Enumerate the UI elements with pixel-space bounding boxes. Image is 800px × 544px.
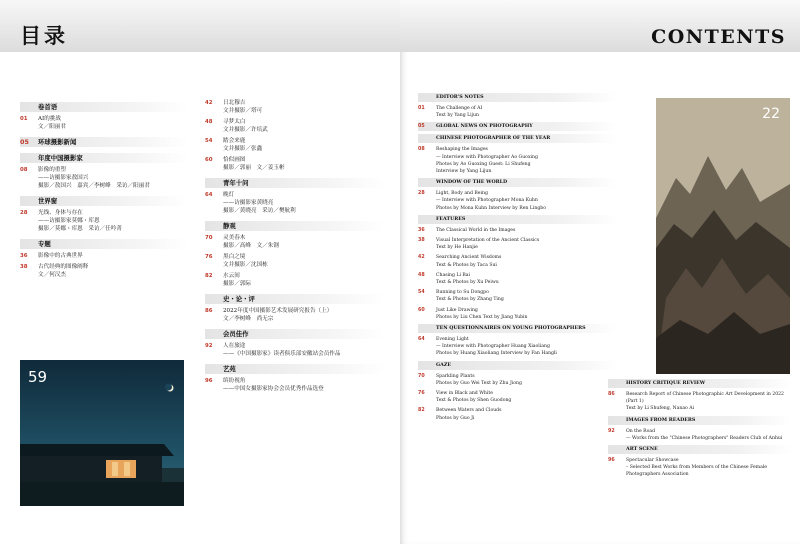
toc-entry[interactable]	[205, 377, 385, 393]
entry-page-number: 42	[418, 255, 425, 261]
section-title: GAZE	[436, 361, 451, 368]
entry-title: Sparkling Plants	[436, 373, 475, 379]
section-heading	[205, 221, 385, 231]
entry-credit: 文并摄影／许培武	[223, 127, 268, 133]
entry-credit: — Interview with Photographer Ao Guoxing	[436, 154, 538, 160]
entry-page-number: 82	[205, 273, 213, 279]
entry-title: 踏会来鹿	[223, 138, 246, 144]
entry-credit: Text by Yang Lijun	[436, 113, 479, 119]
toc-column-left-1	[20, 96, 188, 279]
toc-entry[interactable]	[20, 209, 188, 233]
toc-entry[interactable]	[418, 407, 618, 421]
toc-entry[interactable]	[20, 252, 188, 260]
entry-title: The Challenge of AI	[436, 106, 483, 111]
entry-credit: Photos by Ao Guoxing Guest: Li Shufeng	[436, 161, 531, 167]
section-title: ART SCENE	[626, 446, 658, 453]
entry-credit: 文并摄影／沈国栋	[223, 262, 268, 268]
entry-credit: ——访摄影家莫娜・库恩	[38, 218, 100, 224]
entry-page-number: 01	[20, 116, 28, 122]
night-house-illustration	[20, 360, 184, 506]
entry-title: AI的挑战	[38, 116, 62, 122]
toc-column-left-2	[205, 96, 385, 393]
entry-title: Evening Light	[436, 337, 469, 343]
entry-page-number: 82	[418, 408, 425, 414]
landscape-painting-image	[656, 98, 790, 374]
section-heading	[20, 239, 188, 249]
mountain-painting-illustration	[656, 98, 790, 374]
entry-title: 日北穆吉	[223, 100, 246, 106]
entry-page-number: 76	[205, 254, 213, 260]
entry-page-number: 92	[608, 428, 615, 434]
toc-entry[interactable]	[418, 272, 618, 286]
entry-title: Between Waters and Clouds	[436, 408, 502, 414]
entry-credit: Text & Photos by Xu Peiwu	[436, 280, 499, 286]
toc-entry[interactable]	[20, 166, 188, 190]
entry-title: 恰似画图	[223, 157, 246, 163]
toc-entry[interactable]	[608, 457, 792, 479]
entry-title: View in Black and White	[436, 391, 493, 397]
entry-credit: Photos by Guo Ji	[436, 415, 475, 421]
section-heading	[205, 178, 385, 188]
section-title: 专题	[38, 240, 51, 248]
entry-title: 寻梦太白	[223, 119, 246, 125]
section-heading	[608, 379, 792, 388]
entry-credit: Photos by Guo Wei Text by Zhu Jiong	[436, 380, 522, 386]
section-heading	[418, 93, 618, 102]
art-page-number: 22	[762, 106, 780, 122]
entry-title: Running to Su Dongpo	[436, 290, 489, 296]
toc-entry[interactable]	[205, 234, 385, 250]
toc-entry[interactable]	[20, 263, 188, 279]
toc-entry[interactable]	[418, 254, 618, 268]
section-heading	[608, 416, 792, 425]
section-title: 艺苑	[223, 365, 236, 373]
page-title-chinese: 目录	[20, 24, 68, 48]
toc-entry[interactable]	[205, 342, 385, 358]
entry-page-number: 60	[205, 157, 213, 163]
entry-credit: 摄影／敖国兴 嘉宾／李树峰 采访／阳丽君	[38, 183, 150, 189]
section-heading	[418, 134, 618, 143]
entry-credit: 摄影／高峰 文／朱钢	[223, 243, 279, 249]
entry-credit: Photos by Mona Kuhn Interview by Ren Lingbo	[436, 205, 546, 211]
entry-page-number: 96	[608, 458, 615, 464]
entry-title: 影像的重塑	[38, 167, 66, 173]
entry-credit: 文并摄影／张鑫	[223, 146, 263, 152]
section-title: 青年十问	[223, 179, 249, 187]
entry-credit: 文／李树峰 尚无宗	[223, 316, 274, 322]
entry-credit: Photographers Association	[626, 472, 689, 478]
entry-credit: 摄影／郭际	[223, 281, 251, 287]
entry-credit: 摄影／莫娜・库恩 采访／任吟菁	[38, 226, 122, 232]
toc-entry[interactable]	[418, 390, 618, 404]
entry-page-number: 28	[20, 210, 28, 216]
entry-page-number: 48	[205, 119, 213, 125]
section-heading	[20, 102, 188, 112]
section-title: 史・论・评	[223, 295, 255, 303]
entry-credit: (Part 1)	[626, 399, 644, 405]
entry-page-number: 36	[20, 253, 28, 259]
entry-credit: — Works from the "Chinese Photographers" Readers Club of Anhui	[626, 435, 783, 441]
entry-title: 光线、身体与存在	[38, 210, 83, 216]
section-title: EDITOR'S NOTES	[436, 94, 484, 100]
section-heading	[205, 364, 385, 374]
section-heading	[205, 329, 385, 339]
entry-credit: ——访摄影家黄晓亮	[223, 200, 274, 206]
section-heading	[418, 215, 618, 224]
section-title: FEATURES	[436, 215, 466, 222]
toc-entry[interactable]	[418, 237, 618, 251]
entry-credit: 文／阳丽君	[38, 124, 66, 130]
section-title: 静观	[223, 222, 236, 230]
toc-entry[interactable]	[20, 115, 188, 131]
entry-title: Searching Ancient Wisdoms	[436, 255, 502, 261]
toc-entry[interactable]	[205, 137, 385, 153]
toc-entry[interactable]	[418, 373, 618, 387]
entry-credit: — Interview with Photographer Huang Xiaoliang	[436, 344, 550, 350]
section-title: 会员佳作	[223, 330, 249, 338]
entry-credit: 文并摄影／塔可	[223, 108, 263, 114]
section-title: WINDOW OF THE WORLD	[436, 179, 508, 186]
entry-page-number: 76	[418, 391, 425, 397]
entry-credit: — Interview with Photographer Mona Kuhn	[436, 198, 538, 204]
toc-entry[interactable]	[418, 105, 618, 119]
entry-page-number: 92	[205, 343, 213, 349]
section-heading	[608, 445, 792, 454]
entry-title: 灵美春木	[223, 235, 246, 241]
entry-page-number: 28	[418, 191, 425, 197]
entry-title: On the Road	[626, 428, 656, 434]
entry-credit: Text & Photos by Zhang Ting	[436, 297, 504, 303]
toc-entry[interactable]	[418, 146, 618, 175]
toc-entry[interactable]	[205, 118, 385, 134]
entry-page-number: 08	[20, 167, 28, 173]
entry-page-number: 96	[205, 378, 213, 384]
entry-page-number: 64	[418, 337, 425, 343]
section-heading	[20, 196, 188, 206]
toc-entry[interactable]	[205, 156, 385, 172]
section-heading	[20, 137, 188, 147]
toc-column-right-2	[608, 376, 792, 479]
section-title: IMAGES FROM READERS	[626, 416, 696, 423]
toc-entry[interactable]	[608, 391, 792, 413]
entry-credit: 文／何汉杰	[38, 272, 66, 278]
toc-entry[interactable]	[205, 307, 385, 323]
entry-page-number: 70	[205, 235, 213, 241]
section-title: TEN QUESTIONNAIRES ON YOUNG PHOTOGRAPHERS	[436, 325, 586, 332]
entry-page-number: 54	[205, 138, 213, 144]
entry-title: Spectacular Showcase	[626, 458, 679, 464]
entry-credit: Text by He Hanjie	[436, 245, 478, 251]
toc-column-right-1	[418, 90, 618, 422]
section-title: 卷首语	[38, 103, 58, 111]
entry-page-number: 86	[608, 392, 615, 397]
entry-title: 影像中的古典世界	[38, 253, 83, 259]
section-title: 环球摄影新闻	[38, 138, 77, 146]
entry-title: Light, Body and Being	[436, 191, 488, 197]
entry-title: Just Like Drawing	[436, 307, 478, 313]
entry-title: 黑白之境	[223, 254, 246, 260]
entry-page-number: 86	[205, 308, 213, 314]
entry-title: 晚灯	[223, 192, 235, 198]
toc-entry[interactable]	[418, 190, 618, 212]
section-title: 年度中国摄影家	[38, 154, 83, 162]
toc-entry[interactable]	[205, 253, 385, 269]
entry-page-number: 38	[418, 238, 425, 244]
section-heading	[20, 153, 188, 163]
entry-title: Research Report of Chinese Photographic Art Development in 2022	[626, 392, 784, 397]
entry-title: The Classical World in the Images	[436, 227, 516, 233]
entry-credit: 摄影／黄晓亮 采访／樊航利	[223, 208, 296, 214]
entry-title: Reshaping the Images	[436, 147, 488, 153]
entry-title: Visual Interpretation of the Ancient Classics	[436, 238, 540, 244]
toc-entry[interactable]	[418, 289, 618, 303]
entry-title: 古代经典的图像阐释	[38, 264, 89, 270]
section-title: 世界窗	[38, 197, 58, 205]
entry-page-number: 01	[418, 106, 425, 111]
thumbnail-page-number: 59	[28, 368, 48, 386]
entry-credit: Interview by Yang Lijun	[436, 169, 492, 175]
section-heading	[418, 178, 618, 187]
entry-page-number: 08	[418, 147, 425, 153]
page-title-english: CONTENTS	[651, 26, 786, 48]
entry-credit: 摄影／郭丽 文／姜玉彬	[223, 165, 285, 171]
entry-page-number: 42	[205, 100, 213, 106]
entry-page-number: 38	[20, 264, 28, 270]
section-heading	[418, 122, 618, 131]
section-page-number[interactable]: 05	[418, 124, 425, 130]
entry-page-number: 48	[418, 272, 425, 278]
section-page-number[interactable]: 05	[20, 138, 29, 146]
toc-entry[interactable]	[205, 272, 385, 288]
toc-entry[interactable]	[205, 99, 385, 115]
entry-page-number: 54	[418, 290, 425, 296]
entry-page-number: 64	[205, 192, 213, 198]
section-title: GLOBAL NEWS ON PHOTOGRAPHY	[436, 123, 533, 130]
entry-credit: ——《中国摄影家》读者俱乐部安徽站会员作品	[223, 351, 341, 357]
entry-credit: ——访摄影家敖国兴	[38, 175, 89, 181]
entry-credit: – Selected Best Works from Members of the Chinese Female	[626, 465, 768, 471]
entry-credit: ——中国女摄影家协会会员优秀作品选登	[223, 386, 324, 392]
entry-title: 2022年度中国摄影艺术发展研究报告（上）	[223, 308, 333, 314]
section-heading	[418, 324, 618, 333]
entry-title: Chasing Li Bai	[436, 272, 470, 278]
entry-title: 水云间	[223, 273, 240, 279]
section-title: HISTORY CRITIQUE REVIEW	[626, 380, 706, 386]
toc-entry[interactable]	[418, 307, 618, 321]
toc-entry[interactable]	[205, 191, 385, 215]
section-title: CHINESE PHOTOGRAPHER OF THE YEAR	[436, 135, 551, 142]
section-heading	[418, 361, 618, 370]
entry-credit: Photos by Huang Xiaoliang Interview by Fan Hangli	[436, 351, 557, 357]
section-heading	[205, 294, 385, 304]
toc-entry[interactable]	[418, 227, 618, 234]
toc-entry[interactable]	[418, 336, 618, 358]
entry-page-number: 60	[418, 307, 425, 313]
entry-page-number: 70	[418, 373, 425, 379]
toc-entry[interactable]	[608, 428, 792, 442]
entry-credit: Text & Photos by Taca Sui	[436, 262, 497, 268]
entry-title: 缤纷视角	[223, 378, 246, 384]
entry-credit: Text & Photos by Shen Guodong	[436, 398, 512, 404]
entry-credit: Photos by Liu Chen Text by Jiang Yubin	[436, 314, 528, 320]
entry-credit: Text by Li Shufeng, Nanao Ai	[626, 406, 695, 412]
entry-title: 人在旅途	[223, 343, 246, 349]
entry-page-number: 36	[418, 227, 425, 233]
cover-thumbnail-night-house	[20, 360, 184, 506]
